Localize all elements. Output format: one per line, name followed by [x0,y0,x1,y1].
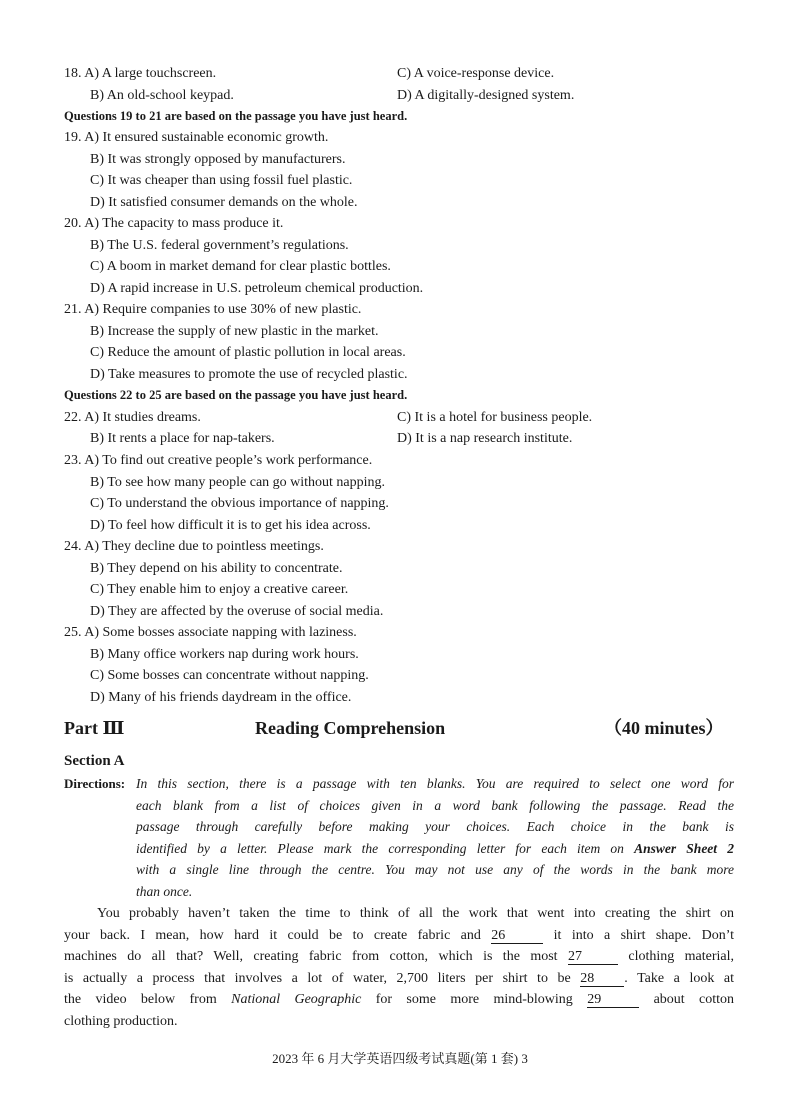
q25-option-c: C) Some bosses can concentrate without napping. [90,668,369,683]
blank-26[interactable]: 26 [491,929,543,944]
q21-option-d: D) Take measures to promote the use of recycled plastic. [90,367,408,382]
q21-option-b: B) Increase the supply of new plastic in the market. [90,324,379,339]
passage-text: is actually a process that involves a lot of water, 2,700 liters per shirt to be [64,971,571,986]
passage-line-3 [64,948,734,965]
q19-option-a: 19. A) It ensured sustainable economic growth. [64,130,329,145]
q20-option-b: B) The U.S. federal government’s regulations. [90,238,349,253]
q24-option-d: D) They are affected by the overuse of social media. [90,604,384,619]
q24-option-c: C) They enable him to enjoy a creative career. [90,582,349,597]
passage-text: your back. I mean, how hard it could be to create fabric and [64,928,481,943]
passage-text: it into a shirt shape. Don’t [553,928,735,943]
q20-option-c: C) A boom in market demand for clear plastic bottles. [90,259,391,274]
passage-text: for some more mind-blowing [375,992,573,1007]
q22-option-a: 22. A) It studies dreams. [64,410,201,425]
passage-text: clothing material, [628,949,735,964]
source-title: National Geographic [231,992,362,1007]
passage-line-2 [64,927,734,944]
q18-option-d: D) A digitally-designed system. [397,88,575,103]
q25-option-d: D) Many of his friends daydream in the office. [90,690,352,705]
q19-option-b: B) It was strongly opposed by manufacturers. [90,152,346,167]
passage-line-1: You probably haven’t taken the time to think of all the work that went into creating the shirt on [97,906,734,921]
q23-option-a: 23. A) To find out creative people’s work performance. [64,453,373,468]
q24-option-a: 24. A) They decline due to pointless meetings. [64,539,324,554]
passage-text: about cotton [653,992,735,1007]
directions-line-1: In this section, there is a passage with ten blanks. You are required to select one word for [136,776,734,791]
q19-option-d: D) It satisfied consumer demands on the whole. [90,195,358,210]
part-label: Part Ⅲ [64,718,125,738]
q18-option-c: C) A voice-response device. [397,66,555,81]
directions-line-4-text: identified by a letter. Please mark the corresponding letter for each item on [136,841,635,856]
blank-29[interactable]: 29 [587,993,639,1008]
answer-sheet-ref: Answer Sheet 2 [634,841,734,856]
q18-option-b: B) An old-school keypad. [90,88,234,103]
q20-option-a: 20. A) The capacity to mass produce it. [64,216,284,231]
directions-line-4 [136,840,734,857]
directions-line-3: passage through carefully before making your choices. Each choice in the bank is [136,819,734,834]
heading-questions-22-25: Questions 22 to 25 are based on the passage you have just heard. [64,388,408,402]
passage-line-6: clothing production. [64,1014,178,1029]
q25-option-b: B) Many office workers nap during work hours. [90,647,359,662]
blank-27[interactable]: 27 [568,950,618,965]
directions-line-2: each blank from a list of choices given in a word bank following the passage. Read the [136,798,734,813]
directions-line-6: than once. [136,884,193,899]
q21-option-a: 21. A) Require companies to use 30% of new plastic. [64,302,362,317]
q20-option-d: D) A rapid increase in U.S. petroleum chemical production. [90,281,424,296]
q22-option-b: B) It rents a place for nap-takers. [90,431,275,446]
part-time: （40 minutes） [604,718,724,738]
q19-option-c: C) It was cheaper than using fossil fuel plastic. [90,173,353,188]
page-footer: 2023 年 6 月大学英语四级考试真题(第 1 套) 3 [272,1051,528,1066]
part-title: Reading Comprehension [255,718,446,738]
passage-text: . Take a look at [624,971,734,986]
q21-option-c: C) Reduce the amount of plastic pollution in local areas. [90,345,406,360]
q23-option-c: C) To understand the obvious importance of napping. [90,496,389,511]
q24-option-b: B) They depend on his ability to concentrate. [90,561,343,576]
passage-line-4 [64,970,734,987]
directions-label: Directions: [64,776,126,791]
heading-questions-19-21: Questions 19 to 21 are based on the passage you have just heard. [64,109,408,123]
directions-line-5: with a single line through the centre. You may not use any of the words in the bank more [136,862,734,877]
q18-option-a: 18. A) A large touchscreen. [64,66,217,81]
passage-text: the video below from [64,992,217,1007]
passage-text: machines do all that? Well, creating fabric from cotton, which is the most [64,949,558,964]
q25-option-a: 25. A) Some bosses associate napping with laziness. [64,625,357,640]
blank-28[interactable]: 28 [580,972,624,987]
q22-option-d: D) It is a nap research institute. [397,431,573,446]
q23-option-b: B) To see how many people can go without napping. [90,475,386,490]
section-title: Section A [64,753,125,769]
q22-option-c: C) It is a hotel for business people. [397,410,593,425]
passage-line-5 [64,991,734,1008]
q23-option-d: D) To feel how difficult it is to get his idea across. [90,518,371,533]
